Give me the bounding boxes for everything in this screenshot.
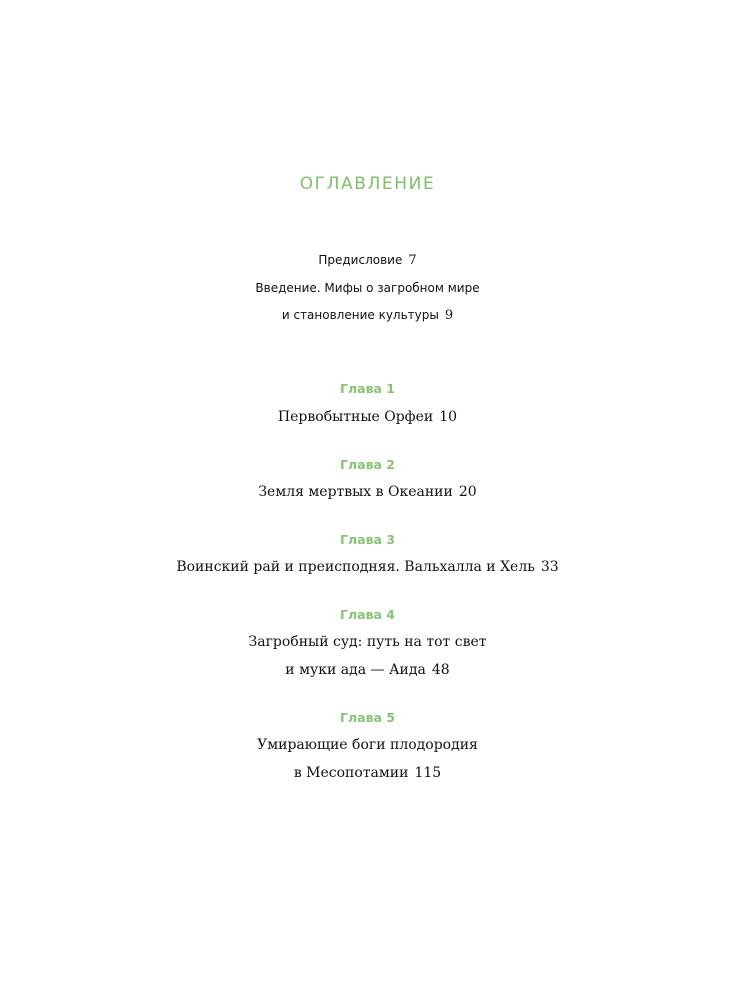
entry-title: и муки ада — Аида xyxy=(285,662,426,678)
entry-title: Предисловие xyxy=(318,253,403,267)
entry-title: в Месопотамии xyxy=(293,765,409,781)
entry-title: Умирающие боги плодородия xyxy=(257,737,478,753)
entry-title: Загробный суд: путь на тот свет xyxy=(248,634,487,650)
entry-title: Первобытные Орфеи xyxy=(277,409,434,425)
entry-page-number: 7 xyxy=(408,253,417,268)
toc-entry-chapter-3[interactable] xyxy=(0,557,735,577)
toc-heading: ОГЛАВЛЕНИЕ xyxy=(299,174,436,194)
entry-page-number: 33 xyxy=(540,559,559,575)
chapter-1-label: Глава 1 xyxy=(340,381,395,396)
toc-entry-chapter-4-line2[interactable] xyxy=(0,660,735,680)
toc-entry-chapter-2[interactable] xyxy=(0,482,735,502)
entry-title: Введение. Мифы о загробном мире xyxy=(255,281,480,295)
toc-entry-introduction-line2[interactable] xyxy=(0,306,735,325)
chapter-5-label: Глава 5 xyxy=(340,710,395,725)
toc-entry-preface[interactable] xyxy=(0,251,735,270)
toc-entry-chapter-4-line1[interactable] xyxy=(0,632,735,652)
chapter-4-label: Глава 4 xyxy=(340,607,395,622)
entry-page-number: 10 xyxy=(439,409,458,425)
entry-page-number: 9 xyxy=(444,308,454,323)
chapter-2-label: Глава 2 xyxy=(340,457,395,472)
toc-entry-introduction-line1[interactable] xyxy=(0,279,735,297)
chapter-3-label: Глава 3 xyxy=(340,532,395,547)
entry-page-number: 115 xyxy=(414,765,442,781)
toc-entry-chapter-1[interactable] xyxy=(0,407,735,427)
toc-entry-chapter-5-line2[interactable] xyxy=(0,763,735,783)
entry-page-number: 48 xyxy=(431,662,450,678)
entry-title: Земля мертвых в Океании xyxy=(258,484,453,500)
entry-title: и становление культуры xyxy=(281,308,439,322)
toc-entry-chapter-5-line1[interactable] xyxy=(0,735,735,755)
entry-page-number: 20 xyxy=(458,484,477,500)
entry-title: Воинский рай и преисподняя. Вальхалла и Хель xyxy=(176,559,535,575)
